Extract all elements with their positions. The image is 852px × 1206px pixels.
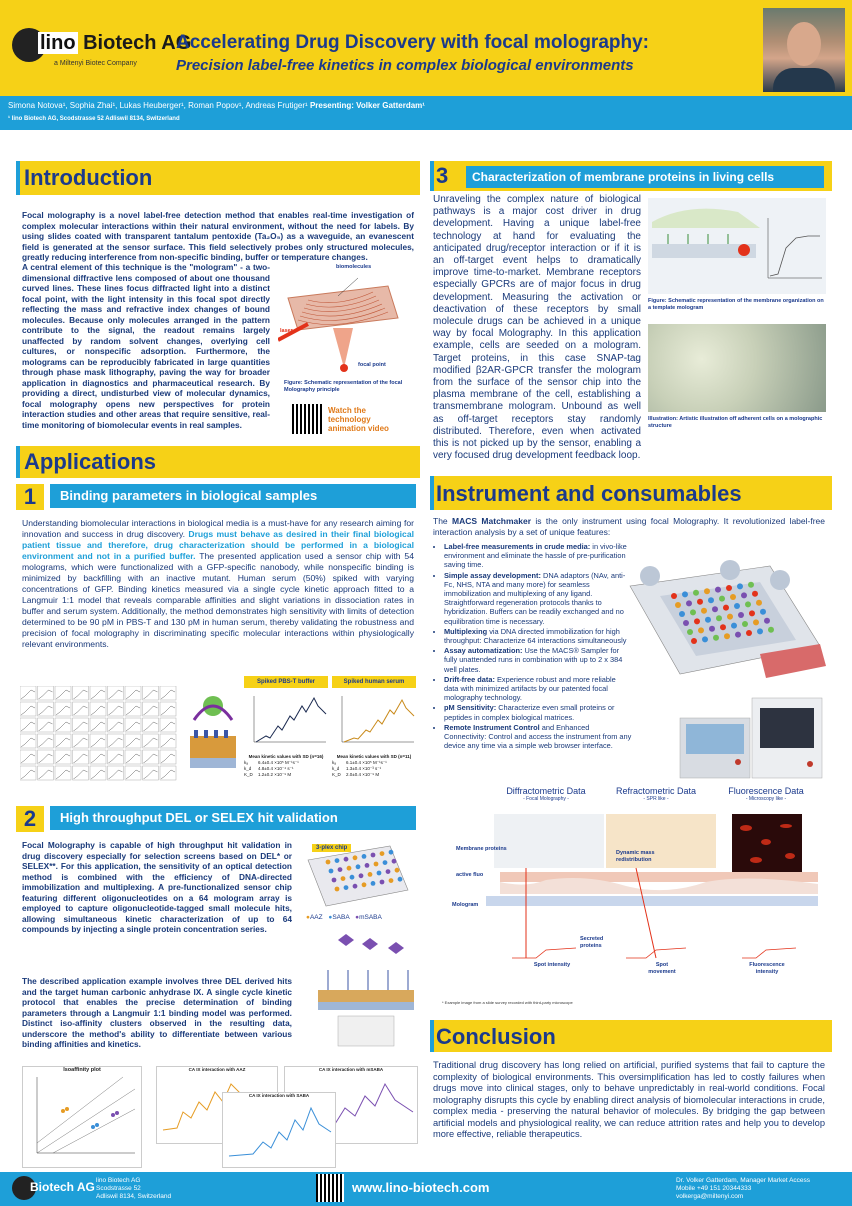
grid-curve <box>144 738 158 747</box>
label-laser: laser <box>280 328 293 334</box>
grid-curve <box>109 738 123 747</box>
chip-spot <box>350 875 355 880</box>
grid-curve <box>126 722 140 731</box>
array-spot <box>682 591 688 597</box>
section1-text: Understanding biomolecular interactions in biological media is a must-have for any research aiming for innovation and success in drug discovery. Drugs must behave as desired in their final biological patient tissue and therefore, drug characterization should be performed in a biological environment and not in a purified buffer. The presented application used a sensor chip with 54 molograms, which were functionalized with a GFP-specific nanobody, while nonspecific binding is minimized by backfilling with an inactive mutant. Human serum (50%) spiked with varying concentrations of GFP. Binding kinetics measured via a single cycle kinetic approach fitted to a Langmuir 1:1 model that reveals comparable affinities and slight variations in dissociation rates in buffer and serum system. Additionally, the method demonstrates high sensitivity with limits of detection determined to be 90 pM in PBS-T and 130 pM in human serum, thereby validating the robustness and precision of focal molography in discriminating specific molecular interactions within physiologically relevant environments. <box>22 518 414 649</box>
sensorgram-grid <box>20 686 180 782</box>
grid-curve <box>21 770 35 779</box>
data-col-2-bottom: Spot movement <box>648 962 676 975</box>
array-spot <box>752 591 758 597</box>
kinetic-row: kₐ 6.4±0.4 ×10⁵ M⁻¹s⁻¹ <box>244 760 299 765</box>
grid-curve <box>161 722 175 731</box>
section1-title: Binding parameters in biological samples <box>50 484 416 508</box>
array-spot <box>713 635 719 641</box>
grid-curve <box>21 690 35 699</box>
grid-curve <box>91 754 105 763</box>
chip-spot <box>341 876 346 881</box>
array-spot <box>698 627 704 633</box>
del-hit-schematic <box>318 930 414 1050</box>
array-spot <box>716 615 722 621</box>
array-spot <box>745 601 751 607</box>
chip-spot <box>338 867 343 872</box>
array-spot <box>719 596 725 602</box>
array-spot <box>760 609 766 615</box>
aaz-sensorgram: CA IX interaction with AAZ <box>156 1066 278 1144</box>
conclusion-title: Conclusion <box>436 1024 556 1049</box>
company-logo <box>10 24 192 74</box>
data-types-diagram <box>442 786 828 1012</box>
chip-spot <box>347 866 352 871</box>
section3-text: Unraveling the complex nature of biological pathways is a major cost driver in drug development. Having a unique label-free technology at hand for evaluating the anticipated drug/receptor interaction or if it is an off-target event helps to dramatically improve time-to-market. Membrane receptors especially GPCRs are of major focus in drug development. Measuring the activation or deactivation of these receptors by small molecule drugs can be achieved in a unique way by focal Molography. In this application example, cells are seeded on a mologram. Target proteins, in this case SNAP-tag modified β2AR-GPCR transfer the mologram from the surface of the sensor chip into the plasma membrane of the cell, establishing a transmembrane mologram. Unbound as well as off-target receptors stay randomly distributed. Therefore, even when activated this is not picked up by the sensor, enabling a very focused drug development feedback loop. <box>433 194 641 462</box>
grid-curve <box>126 770 140 779</box>
array-spot <box>738 612 744 618</box>
feature-item: • Remote Instrument Control and Enhanced Connectivity: Control and access the instrument from any device any time via a simple web browser interface. <box>444 723 632 751</box>
chip-spot <box>380 851 385 856</box>
grid-curve <box>74 770 88 779</box>
video-link[interactable]: Watch the technology animation video <box>328 406 389 433</box>
array-spot <box>749 610 755 616</box>
array-spot <box>764 618 770 624</box>
grid-curve <box>74 754 88 763</box>
data-col-1-bottom: Spot intensity <box>533 962 571 968</box>
grid-curve <box>56 738 70 747</box>
array-spot <box>705 617 711 623</box>
grid-curve <box>21 754 35 763</box>
feature-item: • Drift-free data: Experience robust and more reliable data with minimized artifacts by our patented focal molography technology. <box>444 675 632 703</box>
grid-curve <box>39 706 53 715</box>
grid-curve <box>161 738 175 747</box>
section2-title: High throughput DEL or SELEX hit validation <box>50 806 416 830</box>
chip-legend: ●AAZ ●SABA ●mSABA <box>306 914 382 921</box>
grid-curve <box>144 770 158 779</box>
grid-curve <box>91 738 105 747</box>
kinetic-row: k_d 4.8±0.4 ×10⁻⁴ s⁻¹ <box>244 766 294 771</box>
grid-curve <box>21 738 35 747</box>
chip-spot <box>326 860 331 865</box>
array-spot <box>704 588 710 594</box>
array-spot <box>756 600 762 606</box>
grid-curve <box>56 690 70 699</box>
feature-item: • pM Sensitivity: Characterize even small proteins or peptides in complex biological matrices. <box>444 703 632 721</box>
chip-spot <box>344 857 349 862</box>
data-col-3-title: Fluorescence Data - Microscopy like - <box>728 786 804 802</box>
presenter-photo <box>763 8 845 92</box>
chip-spot <box>368 872 373 877</box>
label-membrane-proteins: Membrane proteins <box>456 846 507 852</box>
applications-title: Applications <box>24 449 157 474</box>
label-biomolecules: biomolecules <box>336 264 372 270</box>
array-spot <box>746 630 752 636</box>
tag-pbs-buffer: Spiked PBS-T buffer <box>244 676 328 688</box>
array-spot <box>709 626 715 632</box>
chip-spot <box>389 878 394 883</box>
grid-curve <box>39 690 53 699</box>
chip-spot <box>353 855 358 860</box>
contact-email-link[interactable]: volkerga@miltenyi.com <box>676 1193 744 1200</box>
grid-curve <box>161 770 175 779</box>
grid-curve <box>39 722 53 731</box>
array-spot <box>671 593 677 599</box>
array-spot <box>708 597 714 603</box>
array-spot <box>701 608 707 614</box>
grid-curve <box>91 770 105 779</box>
label-secreted-proteins: Secreted proteins <box>580 936 604 949</box>
array-spot <box>730 594 736 600</box>
chip-spot <box>392 859 397 864</box>
array-spot <box>731 623 737 629</box>
footer-contact: Dr. Volker Gatterdam, Manager Market Access Mobile +49 151 20344333 volkerga@miltenyi.com <box>676 1177 811 1200</box>
serum-sensorgram <box>332 692 416 750</box>
chip-spot <box>380 880 385 885</box>
grid-curve <box>56 754 70 763</box>
array-spot <box>723 605 729 611</box>
chip-spot <box>383 860 388 865</box>
grid-curve <box>109 770 123 779</box>
isoaffinity-plot: Isoaffinity plot <box>22 1066 142 1168</box>
footer-address: lino Biotech AG Scodstrasse 52 Adliswil 8134, Switzerland <box>96 1177 172 1200</box>
section3-figure1-caption: Figure: Schematic representation of the membrane organization on a template mologram <box>648 298 824 311</box>
grid-curve <box>56 770 70 779</box>
grid-curve <box>144 706 158 715</box>
grid-curve <box>74 706 88 715</box>
label-focal-point: focal point <box>358 362 386 368</box>
grid-curve <box>161 754 175 763</box>
grid-curve <box>91 722 105 731</box>
array-spot <box>742 621 748 627</box>
poster-title: Accelerating Drug Discovery with focal molography: <box>176 32 649 53</box>
chip-spot <box>398 877 403 882</box>
grid-curve <box>74 690 88 699</box>
msaba-sensorgram: CA IX interaction with mSABA <box>284 1066 418 1144</box>
array-spot <box>675 602 681 608</box>
chip-spot <box>353 884 358 889</box>
diagram-footnote: * Example image from a slide survey recorded with third-party microscope <box>442 1000 573 1005</box>
feature-item: • Assay automatization: Use the MACS® Sampler for fully unattended runs in combination with up to 2 x 384 well plates. <box>444 646 632 674</box>
array-spot <box>737 583 743 589</box>
video-qr-code-icon[interactable] <box>292 404 322 434</box>
section2-paragraph-2: The described application example involves three DEL derived hits and the target human carbonic anhydrase IX. A single cycle kinetic protocol that enables the precise determination of binding parameters through a Langmuir 1:1 binding model was performed. Distinct iso-affinity clusters observed in the resulting data, underscore the method's ability to differentiate between various binding affinities and kinetics. <box>22 976 292 1049</box>
array-spot <box>753 619 759 625</box>
chip-spot <box>335 887 340 892</box>
grid-curve <box>39 770 53 779</box>
array-spot <box>691 638 697 644</box>
grid-curve <box>109 690 123 699</box>
grid-curve <box>144 754 158 763</box>
instrument-title: Instrument and consumables <box>436 481 742 506</box>
chip-spot <box>374 862 379 867</box>
chip-spot <box>362 882 367 887</box>
grid-curve <box>21 722 35 731</box>
kinetic-row: K_D 1.2±0.2 ×10⁻⁹ M <box>244 772 292 777</box>
section1-number: 1 <box>16 484 44 510</box>
section2-paragraph-1: Focal Molography is capable of high throughput hit validation in drug discovery especially for selection screens based on DEL* or SELEX**. For this application, the sensitivity of an optical detection method is combined with the efficiency of DNA-directed immobilization and multiplexing. A pre-functionalized sensor chip featuring different oligonucleotides on a 64 mologram array is employed to capture oligonucleotide-tagged small molecule hits, allowing simultaneous kinetic characterization of up to 64 compounds by injecting a single protein concentration series. <box>22 840 292 934</box>
saba-sensorgram: CA IX interaction with SABA <box>222 1092 336 1168</box>
chip-spot <box>371 881 376 886</box>
array-spot <box>683 620 689 626</box>
intro-title: Introduction <box>24 165 153 190</box>
author-list: Simona Notova¹, Sophia Zhai¹, Lukas Heuberger¹, Roman Popov¹, Andreas Frutiger¹ Presenting: Volker Gatterdam¹ <box>8 101 425 110</box>
chip-spot <box>344 885 349 890</box>
grid-curve <box>109 706 123 715</box>
grid-curve <box>126 738 140 747</box>
array-spot <box>734 603 740 609</box>
grid-curve <box>56 722 70 731</box>
chip-spot <box>359 873 364 878</box>
data-col-2-title: Refractometric Data - SPR like - <box>615 786 697 802</box>
array-spot <box>712 606 718 612</box>
website-link[interactable]: www.lino-biotech.com <box>352 1180 490 1195</box>
grid-curve <box>126 690 140 699</box>
section2-number: 2 <box>16 806 44 832</box>
adherent-cells-illustration <box>648 324 826 412</box>
grid-curve <box>56 706 70 715</box>
grid-curve <box>39 754 53 763</box>
feature-list <box>432 542 632 751</box>
poster-subtitle: Precision label-free kinetics in complex biological environments <box>176 57 634 74</box>
array-spot <box>715 587 721 593</box>
website-qr-code-icon[interactable] <box>316 1174 344 1202</box>
chip-spot <box>395 868 400 873</box>
grid-curve <box>74 722 88 731</box>
pbs-sensorgram <box>244 692 328 750</box>
logo-subtitle: a Miltenyi Biotec Company <box>54 60 137 67</box>
grid-curve <box>109 722 123 731</box>
grid-curve <box>126 706 140 715</box>
grid-curve <box>109 754 123 763</box>
array-spot <box>693 590 699 596</box>
pbs-kinetic-table: Mean kinetic values with SD (n=16) kₐ 6.4±0.4 ×10⁵ M⁻¹s⁻¹ k_d 4.8±0.4 ×10⁻⁴ s⁻¹ K_D 1.2±0.2 ×10⁻⁹ M <box>244 754 328 794</box>
chip-spot <box>332 878 337 883</box>
membrane-schematic <box>648 198 826 294</box>
conclusion-text: Traditional drug discovery has long relied on artificial, purified systems that fail to capture the complexity of biological environments. This oversimplification has led to costly failures when drugs move into clinical stages, only to behave unpredictably in real-world conditions. Focal molography disrupts this cycle by enabling direct analysis of biomolecular interactions in crude, complex media - preserving the natural behavior of molecules. By bridging the gap between artificial models and physiological reality, we can reduce attrition rates and help you to develop more effective, reliable therapeutics. <box>433 1060 825 1139</box>
array-spot <box>727 614 733 620</box>
grid-curve <box>91 690 105 699</box>
kinetic-row: kₐ 6.1±0.4 ×10⁵ M⁻¹s⁻¹ <box>332 760 387 765</box>
chip-spot <box>371 853 376 858</box>
array-spot <box>741 592 747 598</box>
array-spot <box>720 624 726 630</box>
feature-item: • Label-free measurements in crude media: in vivo-like environment and eliminate the hassle of pre-purification saving time. <box>444 542 632 570</box>
array-spot <box>768 627 774 633</box>
chip-label: 3-plex chip <box>312 844 351 852</box>
section3-title: Characterization of membrane proteins in living cells <box>466 166 824 188</box>
kinetic-row: K_D 2.0±0.4 ×10⁻⁹ M <box>332 772 380 777</box>
grid-curve <box>21 706 35 715</box>
data-col-3-bottom: Fluorescence intensity <box>749 962 785 975</box>
kinetic-row: k_d 1.3±0.4 ×10⁻³ s⁻¹ <box>332 766 382 771</box>
grid-curve <box>161 706 175 715</box>
three-plex-chip <box>304 842 410 910</box>
logo-rest: Biotech AG <box>83 32 192 54</box>
intro-paragraph-2: A central element of this technique is the "mologram" - a two-dimensional diffractive lens composed of about one thousand curved lines. These lines focus diffracted light into a distinct focal point, with the light intensity in this focal spot directly reflecting the mass and refractive index changes of bound molecules. Because only molecules arranged in the pattern contribute to the signal, the readout remains largely unaffected by random solvent changes, overlying cell cultures, or nonspecific adsorption. Furthermore, the molograms can be reproducibly fabricated in large quantities through phase mask lithography, paving the way for broader application in diagnostics and pharmaceutical research. By providing a direct, undisturbed view of molecular dynamics, focal molography opens new perspectives for protein interaction studies and other areas that require sensitive, real-time monitoring of biomolecular events in real samples. <box>22 262 270 430</box>
label-active-fluo: active fluo <box>456 872 484 878</box>
array-spot <box>748 582 754 588</box>
grid-curve <box>144 690 158 699</box>
intro-paragraph-1: Focal molography is a novel label-free detection method that enables real-time investigation of complex molecular interactions within their natural environment, without the need for labels. By using slides coated with transparent tantalum pentoxide (Ta₂O₅) as a waveguide, an evanescent field is generated at the sensor surface. This field selectively probes only structured molecules, greatly reducing interference from non-specific binding, buffer or temperature changes. <box>22 210 414 262</box>
array-spot <box>694 618 700 624</box>
chip-spot <box>389 850 394 855</box>
array-spot <box>697 599 703 605</box>
chip-spot <box>365 863 370 868</box>
section1-highlight: Drugs must behave as desired in their final biological patient tissue and therefore, drug characterization should be performed in a biological environment and not in a purified buffer. <box>22 529 414 561</box>
grid-curve <box>144 722 158 731</box>
feature-item: • Simple assay development: DNA adaptors (NAv, anti-Fc, NHS, NTA and many more) for seamless immobilization and multiplexing of any ligand. Straightforward regeneration protocols thanks to hybridization. Buffers can be readily exchanged and no equilibration time is necessary. <box>444 571 632 626</box>
intro-figure-caption: Figure: Schematic representation of the focal Molography principle <box>284 380 403 393</box>
chip-spot <box>362 854 367 859</box>
logo-lino: lino <box>40 32 76 54</box>
serum-kinetic-table: Mean kinetic values with SD (n=11) kₐ 6.1±0.4 ×10⁵ M⁻¹s⁻¹ k_d 1.3±0.4 ×10⁻³ s⁻¹ K_D 2.0±0.4 ×10⁻⁹ M <box>332 754 416 794</box>
section3-number: 3 <box>436 163 449 188</box>
array-spot <box>690 609 696 615</box>
chip-spot <box>386 869 391 874</box>
array-spot <box>726 585 732 591</box>
label-dmr: Dynamic mass redistribution <box>616 850 655 863</box>
affiliation: ¹ lino Biotech AG, Scodstrasse 52 Adliswil 8134, Switzerland <box>8 116 180 122</box>
macs-matchmaker-instrument <box>672 688 828 784</box>
array-spot <box>687 629 693 635</box>
sensor-chip-illustration <box>620 556 826 684</box>
chip-spot <box>329 869 334 874</box>
chip-spot <box>335 858 340 863</box>
array-spot <box>702 636 708 642</box>
footer-logo: Biotech AG <box>30 1180 95 1194</box>
grid-curve <box>39 738 53 747</box>
grid-curve <box>161 690 175 699</box>
array-spot <box>724 633 730 639</box>
array-spot <box>686 600 692 606</box>
nanobody-schematic <box>186 690 240 776</box>
instrument-intro: The MACS Matchmaker is the only instrument using focal Molography. It revolutionized label-free interaction analysis by a set of unique features: <box>433 516 825 537</box>
feature-item: • Multiplexing via DNA directed immobilization for high throughput: Characterize 64 interactions simultaneously <box>444 627 632 645</box>
grid-curve <box>74 738 88 747</box>
data-col-1-title: Diffractometric Data - Focal Molography - <box>506 786 586 802</box>
grid-curve <box>91 706 105 715</box>
chip-spot <box>377 871 382 876</box>
array-spot <box>757 628 763 634</box>
array-spot <box>679 611 685 617</box>
grid-curve <box>126 754 140 763</box>
label-mologram: Mologram <box>452 902 479 908</box>
section3-figure2-caption: Illustration: Artistic illustration off adherent cells on a molographic structure <box>648 416 823 429</box>
tag-human-serum: Spiked human serum <box>332 676 416 688</box>
chip-spot <box>356 864 361 869</box>
focal-molography-figure <box>278 264 410 378</box>
array-spot <box>735 632 741 638</box>
